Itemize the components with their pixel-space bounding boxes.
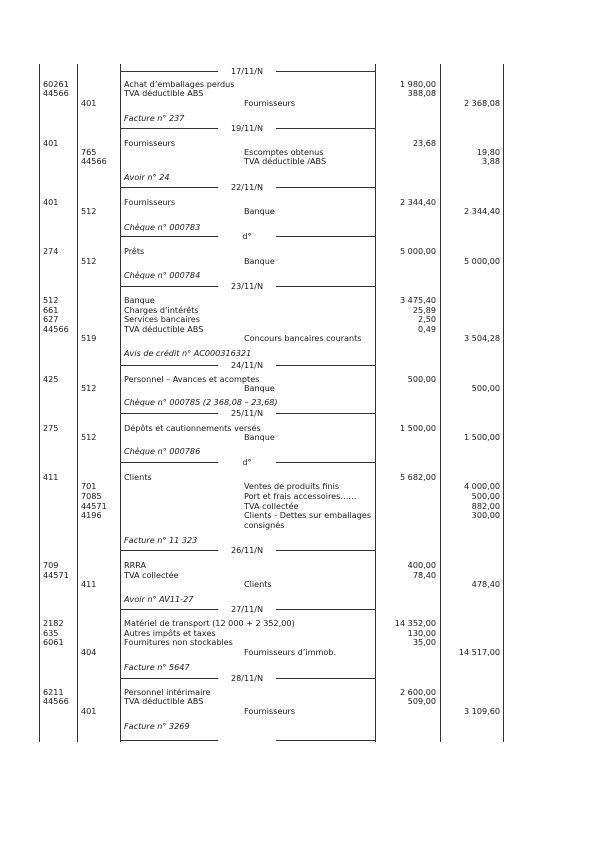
document-reference: Avoir n° AV11-27 xyxy=(124,594,194,604)
document-reference: Chèque n° 000783 xyxy=(124,222,201,232)
debit-amount: 0,49 xyxy=(417,324,436,334)
entry-date: d° xyxy=(242,457,252,467)
credit-account-number: 512 xyxy=(81,432,97,442)
debit-account-number: 44566 xyxy=(43,696,69,706)
debit-account-label: TVA déductible ABS xyxy=(124,324,204,334)
credit-account-number: 4196 xyxy=(81,510,102,520)
credit-account-number: 44571 xyxy=(81,501,107,511)
debit-account-label: Services bancaires xyxy=(124,314,200,324)
document-reference: Chèque n° 000785 (2 368,08 – 23,68) xyxy=(124,397,278,407)
entry-separator-line xyxy=(120,413,218,414)
entry-separator-line xyxy=(276,609,375,610)
entry-separator-line xyxy=(276,550,375,551)
debit-amount: 400,00 xyxy=(407,560,436,570)
debit-account-label: TVA collectée xyxy=(124,570,179,580)
credit-account-number: 701 xyxy=(81,481,97,491)
credit-account-number: 44566 xyxy=(81,156,107,166)
credit-account-label: Port et frais accessoires…… xyxy=(244,491,357,501)
debit-account-number: 635 xyxy=(43,628,59,638)
debit-account-number: 411 xyxy=(43,472,59,482)
entry-separator-line xyxy=(120,365,218,366)
credit-account-number: 7085 xyxy=(81,491,102,501)
credit-account-label: Fournisseurs xyxy=(244,706,296,716)
credit-amount: 5 000,00 xyxy=(463,256,500,266)
credit-amount: 300,00 xyxy=(471,510,500,520)
credit-amount: 3,88 xyxy=(481,156,500,166)
credit-account-number: 512 xyxy=(81,256,97,266)
document-reference: Facture n° 5647 xyxy=(124,662,190,672)
document-reference: Avis de crédit n° AC000316321 xyxy=(124,348,252,358)
credit-account-label: Fournisseurs d’immob. xyxy=(244,647,337,657)
credit-account-number: 411 xyxy=(81,579,97,589)
entry-date: 27/11/N xyxy=(230,604,264,614)
credit-account-number: 401 xyxy=(81,706,97,716)
entry-separator-line xyxy=(276,678,375,679)
credit-account-label: Escomptes obtenus xyxy=(244,147,324,157)
document-reference: Facture n° 237 xyxy=(124,113,185,123)
debit-amount: 35,00 xyxy=(412,637,436,647)
credit-amount: 14 517,00 xyxy=(458,647,500,657)
credit-account-label: Fournisseurs xyxy=(244,98,296,108)
debit-account-number: 60261 xyxy=(43,79,69,89)
debit-account-label: Personnel – Avances et acomptes xyxy=(124,374,260,384)
debit-account-label: Achat d’emballages perdus xyxy=(124,79,235,89)
credit-account-label: Concours bancaires courants xyxy=(244,333,362,343)
debit-amount: 2 600,00 xyxy=(399,687,436,697)
entry-date: 24/11/N xyxy=(230,360,264,370)
entry-separator-line xyxy=(120,609,218,610)
column-rule xyxy=(120,64,121,742)
debit-account-number: 275 xyxy=(43,423,59,433)
debit-amount: 1 500,00 xyxy=(399,423,436,433)
credit-account-label: Banque xyxy=(244,432,275,442)
debit-account-label: Personnel intérimaire xyxy=(124,687,211,697)
entry-separator-line xyxy=(120,187,218,188)
debit-account-number: 401 xyxy=(43,138,59,148)
debit-account-label: RRRA xyxy=(124,560,147,570)
entry-separator-line xyxy=(120,740,218,741)
document-reference: Facture n° 11 323 xyxy=(124,535,198,545)
entry-separator-line xyxy=(276,462,375,463)
credit-account-label: Banque xyxy=(244,256,275,266)
entry-separator-line xyxy=(276,71,375,72)
credit-account-number: 404 xyxy=(81,647,97,657)
entry-separator-line xyxy=(276,365,375,366)
document-reference: Chèque n° 000786 xyxy=(124,446,201,456)
debit-account-number: 6211 xyxy=(43,687,64,697)
credit-amount: 478,40 xyxy=(471,579,500,589)
entry-date: 23/11/N xyxy=(230,281,264,291)
debit-amount: 509,00 xyxy=(407,696,436,706)
debit-account-number: 6061 xyxy=(43,637,64,647)
debit-account-number: 44571 xyxy=(43,570,69,580)
debit-amount: 2,50 xyxy=(417,314,436,324)
debit-amount: 500,00 xyxy=(407,374,436,384)
entry-date: 22/11/N xyxy=(230,182,264,192)
credit-account-number: 401 xyxy=(81,98,97,108)
debit-account-label: Charges d’intérêts xyxy=(124,305,199,315)
debit-amount: 78,40 xyxy=(412,570,436,580)
debit-account-number: 709 xyxy=(43,560,59,570)
credit-amount: 2 344,40 xyxy=(463,206,500,216)
entry-separator-line xyxy=(120,286,218,287)
entry-separator-line xyxy=(120,236,218,237)
debit-account-number: 627 xyxy=(43,314,59,324)
entry-date: 26/11/N xyxy=(230,545,264,555)
credit-amount: 1 500,00 xyxy=(463,432,500,442)
debit-amount: 5 000,00 xyxy=(399,246,436,256)
entry-separator-line xyxy=(276,128,375,129)
debit-amount: 5 682,00 xyxy=(399,472,436,482)
credit-amount: 500,00 xyxy=(471,383,500,393)
credit-amount: 500,00 xyxy=(471,491,500,501)
credit-amount: 3 504,28 xyxy=(463,333,500,343)
entry-date: 25/11/N xyxy=(230,408,264,418)
debit-account-label: TVA déductible ABS xyxy=(124,88,204,98)
debit-account-label: Prêts xyxy=(124,246,145,256)
credit-amount: 3 109,60 xyxy=(463,706,500,716)
entry-separator-line xyxy=(120,128,218,129)
debit-amount: 3 475,40 xyxy=(399,295,436,305)
debit-account-label: Fournisseurs xyxy=(124,138,176,148)
debit-account-number: 425 xyxy=(43,374,59,384)
credit-account-number: 519 xyxy=(81,333,97,343)
entry-separator-line xyxy=(276,236,375,237)
entry-date: 19/11/N xyxy=(230,123,264,133)
debit-amount: 25,89 xyxy=(412,305,436,315)
credit-account-label: TVA déductible /ABS xyxy=(244,156,327,166)
credit-account-label-continued: consignés xyxy=(244,520,285,530)
entry-separator-line xyxy=(276,413,375,414)
credit-account-label: TVA collectée xyxy=(244,501,299,511)
credit-amount: 4 000,00 xyxy=(463,481,500,491)
debit-amount: 388,08 xyxy=(407,88,436,98)
debit-account-number: 661 xyxy=(43,305,59,315)
credit-account-number: 512 xyxy=(81,206,97,216)
debit-account-number: 44566 xyxy=(43,88,69,98)
debit-account-number: 512 xyxy=(43,295,59,305)
entry-separator-line xyxy=(120,678,218,679)
entry-separator-line xyxy=(120,71,218,72)
credit-account-number: 765 xyxy=(81,147,97,157)
document-reference: Chèque n° 000784 xyxy=(124,270,201,280)
credit-account-label: Banque xyxy=(244,206,275,216)
credit-account-label: Clients - Dettes sur emballages xyxy=(244,510,372,520)
entry-separator-line xyxy=(120,462,218,463)
debit-account-label: Autres impôts et taxes xyxy=(124,628,216,638)
column-rule xyxy=(503,64,504,742)
entry-date: 17/11/N xyxy=(230,66,264,76)
credit-account-label: Clients xyxy=(244,579,272,589)
credit-amount: 19,80 xyxy=(476,147,500,157)
entry-date: 28/11/N xyxy=(230,673,264,683)
entry-separator-line xyxy=(276,740,375,741)
debit-amount: 130,00 xyxy=(407,628,436,638)
debit-amount: 14 352,00 xyxy=(394,618,436,628)
credit-account-label: Ventes de produits finis xyxy=(244,481,340,491)
debit-account-label: Dépôts et cautionnements versés xyxy=(124,423,261,433)
credit-account-label: Banque xyxy=(244,383,275,393)
entry-separator-line xyxy=(276,187,375,188)
debit-account-number: 401 xyxy=(43,197,59,207)
entry-separator-line xyxy=(120,550,218,551)
debit-account-label: Banque xyxy=(124,295,155,305)
debit-account-number: 274 xyxy=(43,246,59,256)
debit-amount: 23,68 xyxy=(412,138,436,148)
debit-amount: 2 344,40 xyxy=(399,197,436,207)
document-reference: Avoir n° 24 xyxy=(124,172,170,182)
debit-account-label: TVA déductible ABS xyxy=(124,696,204,706)
entry-date: d° xyxy=(242,231,252,241)
debit-amount: 1 980,00 xyxy=(399,79,436,89)
debit-account-label: Clients xyxy=(124,472,152,482)
debit-account-label: Fournisseurs xyxy=(124,197,176,207)
debit-account-number: 44566 xyxy=(43,324,69,334)
column-rule xyxy=(39,64,40,742)
column-rule xyxy=(77,64,78,742)
credit-account-number: 512 xyxy=(81,383,97,393)
document-reference: Facture n° 3269 xyxy=(124,721,190,731)
credit-amount: 882,00 xyxy=(471,501,500,511)
debit-account-label: Fournitures non stockables xyxy=(124,637,233,647)
debit-account-label: Matériel de transport (12 000 + 2 352,00) xyxy=(124,618,295,628)
debit-account-number: 2182 xyxy=(43,618,64,628)
entry-separator-line xyxy=(276,286,375,287)
credit-amount: 2 368,08 xyxy=(463,98,500,108)
